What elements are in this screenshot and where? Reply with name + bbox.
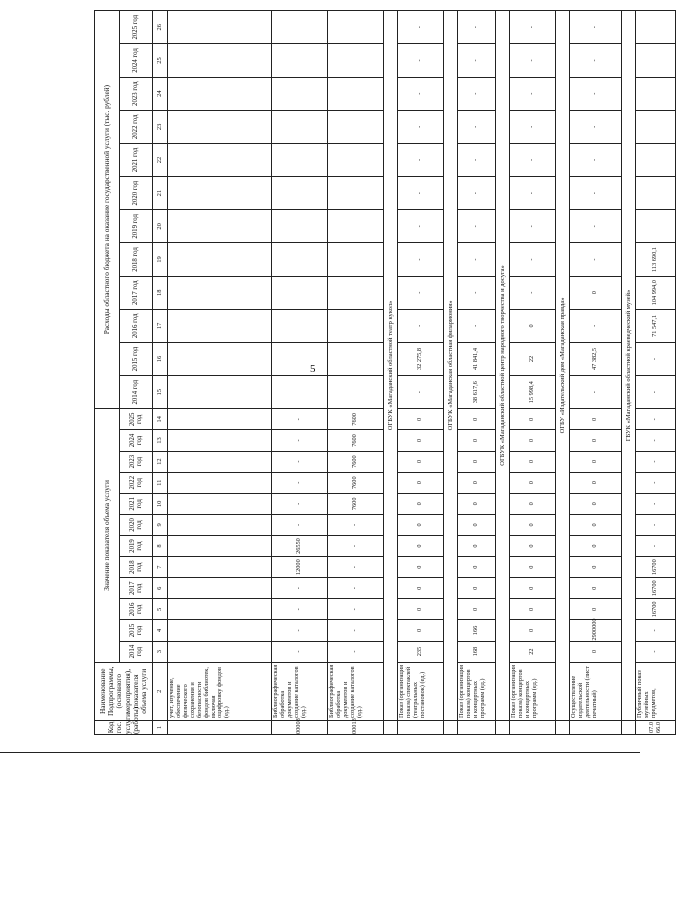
volume-value: 0 — [458, 409, 496, 430]
expense-value — [328, 44, 384, 77]
volume-value: 0 — [510, 599, 556, 620]
volume-value: - — [328, 641, 384, 662]
column-number: 1 — [153, 720, 168, 734]
expense-value: - — [510, 243, 556, 276]
expense-value — [168, 342, 272, 375]
expense-year-header: 2022 год — [120, 110, 153, 143]
expense-value — [636, 44, 676, 77]
column-number: 4 — [153, 620, 168, 641]
service-code — [510, 720, 556, 734]
service-code — [458, 720, 496, 734]
table-row — [570, 11, 622, 735]
service-name: Библиографическая обработка документов и создание каталогов (ед.) — [328, 662, 384, 720]
volume-value: 7600 — [328, 493, 384, 514]
expense-value — [636, 143, 676, 176]
service-name: Публичный показ музейных предметов, — [636, 662, 676, 720]
table-row — [328, 11, 384, 735]
header-row-1 — [95, 11, 120, 735]
volume-value: 0 — [570, 472, 622, 493]
volume-value: 0 — [398, 430, 444, 451]
service-name: Показ (организация показа) концертов и концертных программ (ед.) — [510, 662, 556, 720]
volume-value: - — [272, 599, 328, 620]
expense-value: - — [398, 77, 444, 110]
expense-value: - — [398, 376, 444, 409]
services-table — [94, 10, 676, 735]
service-name: Осуществление издательской деятельности (лист печатный) — [570, 662, 622, 720]
expense-value: - — [398, 276, 444, 309]
volume-value — [168, 641, 272, 662]
volume-year-header: 2025 год — [120, 409, 153, 430]
volume-value: 0 — [510, 430, 556, 451]
expense-value: 41 841,4 — [458, 342, 496, 375]
expense-value: - — [636, 376, 676, 409]
service-name: Показ (организация показа) спектаклей (театральных постановок) (ед.) — [398, 662, 444, 720]
section-row — [444, 11, 458, 735]
expense-value: - — [570, 110, 622, 143]
expense-year-header: 2016 год — [120, 309, 153, 342]
volume-value: 7600 — [328, 451, 384, 472]
service-code — [168, 720, 272, 734]
volume-value: 0 — [510, 451, 556, 472]
expense-value: - — [398, 309, 444, 342]
volume-value: - — [636, 493, 676, 514]
rotated-table-container — [94, 10, 662, 735]
volume-value: 0 — [458, 472, 496, 493]
volume-value: - — [328, 557, 384, 578]
volume-value: 0 — [458, 599, 496, 620]
volume-year-header: 2017 год — [120, 578, 153, 599]
expense-value — [168, 11, 272, 44]
expense-value: - — [570, 243, 622, 276]
expense-value — [168, 243, 272, 276]
column-number: 11 — [153, 472, 168, 493]
column-number: 18 — [153, 276, 168, 309]
column-number: 8 — [153, 535, 168, 556]
expense-value: - — [570, 309, 622, 342]
service-code: 00013 — [328, 720, 384, 734]
expense-value: - — [510, 44, 556, 77]
expense-value: - — [398, 243, 444, 276]
expense-value: - — [570, 143, 622, 176]
expense-value: - — [398, 177, 444, 210]
expense-value: 22 — [510, 342, 556, 375]
column-number: 9 — [153, 514, 168, 535]
volume-value: - — [636, 409, 676, 430]
expense-value — [168, 77, 272, 110]
volume-year-header: 2020 год — [120, 514, 153, 535]
volume-value: 26550 — [272, 535, 328, 556]
volume-value — [168, 430, 272, 451]
expense-value: - — [458, 210, 496, 243]
expense-value: - — [458, 77, 496, 110]
volume-year-header: 2022 год — [120, 472, 153, 493]
section-title: ГБУК «Магаданский областной краеведческий музей» — [622, 11, 636, 721]
expense-year-header: 2014 год — [120, 376, 153, 409]
volume-value: 16700 — [636, 557, 676, 578]
expense-value — [272, 11, 328, 44]
service-code — [570, 720, 622, 734]
section-code-cell — [444, 720, 458, 734]
volume-value: 0 — [510, 493, 556, 514]
expense-value: - — [636, 342, 676, 375]
volume-value — [168, 409, 272, 430]
volume-value: 0 — [570, 430, 622, 451]
expense-value — [168, 110, 272, 143]
expense-value — [168, 376, 272, 409]
expense-value: 38 617,6 — [458, 376, 496, 409]
volume-value: 22 — [510, 641, 556, 662]
column-number: 15 — [153, 376, 168, 409]
volume-value: 0 — [570, 641, 622, 662]
table-row — [398, 11, 444, 735]
section-row — [384, 11, 398, 735]
expense-value: - — [510, 177, 556, 210]
volume-value: 0 — [458, 493, 496, 514]
service-name: Показ (организация показа) концертов и концертных программ (ед.) — [458, 662, 496, 720]
expense-value: - — [398, 210, 444, 243]
volume-value: 235 — [398, 641, 444, 662]
volume-value: - — [272, 472, 328, 493]
volume-year-header: 2015 год — [120, 620, 153, 641]
volume-value: 0 — [570, 409, 622, 430]
volume-value: - — [272, 620, 328, 641]
column-number: 20 — [153, 210, 168, 243]
expense-value — [328, 309, 384, 342]
expense-value: - — [398, 11, 444, 44]
column-number: 21 — [153, 177, 168, 210]
section-title: ОГБУК «Магаданский областной центр народного творчества и досуга» — [496, 11, 510, 721]
volume-value: - — [636, 620, 676, 641]
volume-value: - — [272, 451, 328, 472]
volume-year-header: 2023 год — [120, 451, 153, 472]
expense-value — [636, 210, 676, 243]
table-body — [168, 11, 676, 735]
volume-year-header: 2019 год — [120, 535, 153, 556]
expense-value: - — [510, 210, 556, 243]
expense-value: 0 — [570, 276, 622, 309]
volume-value: 0 — [510, 620, 556, 641]
expense-value — [272, 342, 328, 375]
expense-value: - — [458, 110, 496, 143]
code-header: Код гос. услуги (работы) — [95, 720, 153, 734]
service-name: Библиографическая обработка документов и создание каталогов (ед.) — [272, 662, 328, 720]
volume-value: 0 — [510, 535, 556, 556]
column-number: 12 — [153, 451, 168, 472]
expense-value: 113 690,1 — [636, 243, 676, 276]
column-number: 17 — [153, 309, 168, 342]
volume-header: Значение показателя объема услуги — [95, 409, 120, 662]
expense-value — [272, 243, 328, 276]
volume-value: - — [636, 472, 676, 493]
expense-year-header: 2018 год — [120, 243, 153, 276]
expense-value: - — [458, 276, 496, 309]
expense-value: 32 275,8 — [398, 342, 444, 375]
expense-value: - — [458, 44, 496, 77]
volume-value: 0 — [398, 599, 444, 620]
volume-year-header: 2024 год — [120, 430, 153, 451]
volume-value: 0 — [510, 409, 556, 430]
expense-value — [168, 143, 272, 176]
expense-value: - — [458, 11, 496, 44]
section-title: ОГБУК «Магаданский областной театр кукол» — [384, 11, 398, 721]
volume-value: 0 — [398, 557, 444, 578]
expense-value — [328, 177, 384, 210]
volume-value: 0 — [510, 472, 556, 493]
expense-value — [168, 210, 272, 243]
volume-value: - — [272, 641, 328, 662]
expense-value — [272, 143, 328, 176]
expense-value — [328, 243, 384, 276]
service-name: учет, изучение, обеспечение физического сохранения и безопасности фондов библиотек, включая оцифровку фондов (ед.) — [168, 662, 272, 720]
volume-value: - — [272, 578, 328, 599]
expense-value — [272, 110, 328, 143]
column-number: 3 — [153, 641, 168, 662]
volume-value: 12000 — [272, 557, 328, 578]
expense-value: 0 — [510, 309, 556, 342]
expense-value: - — [398, 143, 444, 176]
volume-value: 0 — [458, 578, 496, 599]
volume-value: 0 — [458, 535, 496, 556]
volume-value — [168, 451, 272, 472]
expense-value — [272, 177, 328, 210]
expense-value — [272, 276, 328, 309]
volume-value: 0 — [570, 535, 622, 556]
volume-value: 0 — [458, 514, 496, 535]
section-title: ОГБУК «Магаданская областная филармония» — [444, 11, 458, 721]
volume-year-header: 2016 год — [120, 599, 153, 620]
expense-year-header: 2019 год — [120, 210, 153, 243]
expense-value: - — [458, 243, 496, 276]
expense-year-header: 2020 год — [120, 177, 153, 210]
column-number: 10 — [153, 493, 168, 514]
table-row — [168, 11, 272, 735]
volume-value — [168, 620, 272, 641]
column-number: 14 — [153, 409, 168, 430]
volume-value — [168, 493, 272, 514]
volume-value: 0 — [458, 430, 496, 451]
expense-value — [636, 110, 676, 143]
volume-value — [168, 514, 272, 535]
volume-value: 2900000 — [570, 620, 622, 641]
horizontal-rule — [0, 752, 640, 753]
volume-value: 0 — [398, 620, 444, 641]
section-code-cell — [384, 720, 398, 734]
expense-value — [636, 11, 676, 44]
volume-value: - — [636, 430, 676, 451]
volume-value: 168 — [458, 641, 496, 662]
volume-value: 0 — [398, 578, 444, 599]
table-row — [636, 11, 676, 735]
expense-value — [272, 210, 328, 243]
expense-value: - — [570, 210, 622, 243]
expense-value: - — [510, 77, 556, 110]
volume-value: 0 — [510, 578, 556, 599]
expense-value: - — [510, 11, 556, 44]
volume-value: - — [272, 514, 328, 535]
expense-value — [328, 110, 384, 143]
section-title: ОГБУ «Издательский дом «Магаданская правда» — [556, 11, 570, 721]
volume-value — [168, 472, 272, 493]
expense-year-header: 2025 год — [120, 11, 153, 44]
table-row — [510, 11, 556, 735]
volume-value: 7600 — [328, 409, 384, 430]
expense-value: - — [510, 110, 556, 143]
expense-value: 71 547,1 — [636, 309, 676, 342]
name-header: Наименование Подпрограммы, (основного мероприятия), показателя объема услуги — [95, 662, 153, 720]
volume-value: 0 — [510, 557, 556, 578]
volume-value: - — [636, 514, 676, 535]
volume-value: - — [328, 514, 384, 535]
expense-value: - — [570, 77, 622, 110]
expense-year-header: 2023 год — [120, 77, 153, 110]
page-number: 5 — [310, 363, 316, 375]
volume-value: 0 — [398, 514, 444, 535]
volume-value: 0 — [398, 472, 444, 493]
expense-value: - — [398, 44, 444, 77]
table-row — [272, 11, 328, 735]
expense-value — [328, 376, 384, 409]
volume-value: 0 — [398, 409, 444, 430]
section-row — [496, 11, 510, 735]
expense-value — [328, 11, 384, 44]
volume-value: 7600 — [328, 430, 384, 451]
expenses-header: Расходы областного бюджета на оказание государственной услуги (тыс. рублей) — [95, 11, 120, 409]
column-number: 13 — [153, 430, 168, 451]
column-number: 19 — [153, 243, 168, 276]
volume-value — [168, 599, 272, 620]
expense-value: - — [458, 177, 496, 210]
volume-value: - — [328, 578, 384, 599]
expense-value — [636, 77, 676, 110]
column-number: 25 — [153, 44, 168, 77]
volume-value: 166 — [458, 620, 496, 641]
volume-value: 0 — [570, 514, 622, 535]
section-code-cell — [556, 720, 570, 734]
column-number: 6 — [153, 578, 168, 599]
volume-value: 0 — [510, 514, 556, 535]
service-code: 07.0 66.0 — [636, 720, 676, 734]
service-code: 00008 — [272, 720, 328, 734]
volume-value: 0 — [458, 557, 496, 578]
column-number: 26 — [153, 11, 168, 44]
volume-value: 0 — [570, 599, 622, 620]
column-number: 22 — [153, 143, 168, 176]
expense-value: - — [458, 143, 496, 176]
volume-value: - — [272, 493, 328, 514]
volume-value: 16700 — [636, 599, 676, 620]
column-number: 23 — [153, 110, 168, 143]
expense-value — [328, 210, 384, 243]
expense-value: 104 994,0 — [636, 276, 676, 309]
volume-year-header: 2018 год — [120, 557, 153, 578]
volume-value: 0 — [570, 578, 622, 599]
expense-value — [328, 77, 384, 110]
expense-value — [168, 177, 272, 210]
expense-value — [168, 44, 272, 77]
header-row-years — [120, 11, 153, 735]
expense-year-header: 2017 год — [120, 276, 153, 309]
volume-value: 0 — [398, 493, 444, 514]
volume-value: 0 — [398, 451, 444, 472]
expense-value — [636, 177, 676, 210]
volume-value: 0 — [570, 451, 622, 472]
expense-value: - — [570, 177, 622, 210]
expense-value: - — [458, 309, 496, 342]
column-number: 2 — [153, 662, 168, 720]
volume-value: - — [328, 535, 384, 556]
volume-value — [168, 557, 272, 578]
section-row — [622, 11, 636, 735]
volume-value: 7600 — [328, 472, 384, 493]
column-number: 5 — [153, 599, 168, 620]
expense-value: - — [398, 110, 444, 143]
column-number: 24 — [153, 77, 168, 110]
volume-value: 0 — [398, 535, 444, 556]
volume-value: - — [272, 409, 328, 430]
expense-year-header: 2015 год — [120, 342, 153, 375]
volume-value: - — [636, 641, 676, 662]
volume-value: - — [272, 430, 328, 451]
volume-year-header: 2014 год — [120, 641, 153, 662]
volume-value: 0 — [458, 451, 496, 472]
expense-year-header: 2024 год — [120, 44, 153, 77]
expense-value — [272, 44, 328, 77]
table-row — [458, 11, 496, 735]
expense-value — [328, 276, 384, 309]
column-number: 16 — [153, 342, 168, 375]
column-number: 7 — [153, 557, 168, 578]
service-code — [398, 720, 444, 734]
expense-value — [272, 309, 328, 342]
expense-value: - — [570, 44, 622, 77]
volume-value: 0 — [570, 557, 622, 578]
volume-value: - — [328, 599, 384, 620]
section-row — [556, 11, 570, 735]
expense-value — [328, 342, 384, 375]
expense-value: - — [570, 376, 622, 409]
expense-value: 15 998,4 — [510, 376, 556, 409]
section-code-cell — [622, 720, 636, 734]
expense-value — [168, 276, 272, 309]
volume-value: 16700 — [636, 578, 676, 599]
volume-value: - — [636, 535, 676, 556]
volume-value — [168, 535, 272, 556]
expense-value — [272, 376, 328, 409]
volume-value: 0 — [570, 493, 622, 514]
column-number-row — [153, 11, 168, 735]
expense-value: - — [510, 143, 556, 176]
expense-value — [272, 77, 328, 110]
expense-value — [328, 143, 384, 176]
volume-value: - — [636, 451, 676, 472]
volume-year-header: 2021 год — [120, 493, 153, 514]
expense-value — [168, 309, 272, 342]
volume-value: - — [328, 620, 384, 641]
expense-year-header: 2021 год — [120, 143, 153, 176]
section-code-cell — [496, 720, 510, 734]
expense-value: - — [510, 276, 556, 309]
expense-value: 47 382,5 — [570, 342, 622, 375]
volume-value — [168, 578, 272, 599]
expense-value: - — [570, 11, 622, 44]
